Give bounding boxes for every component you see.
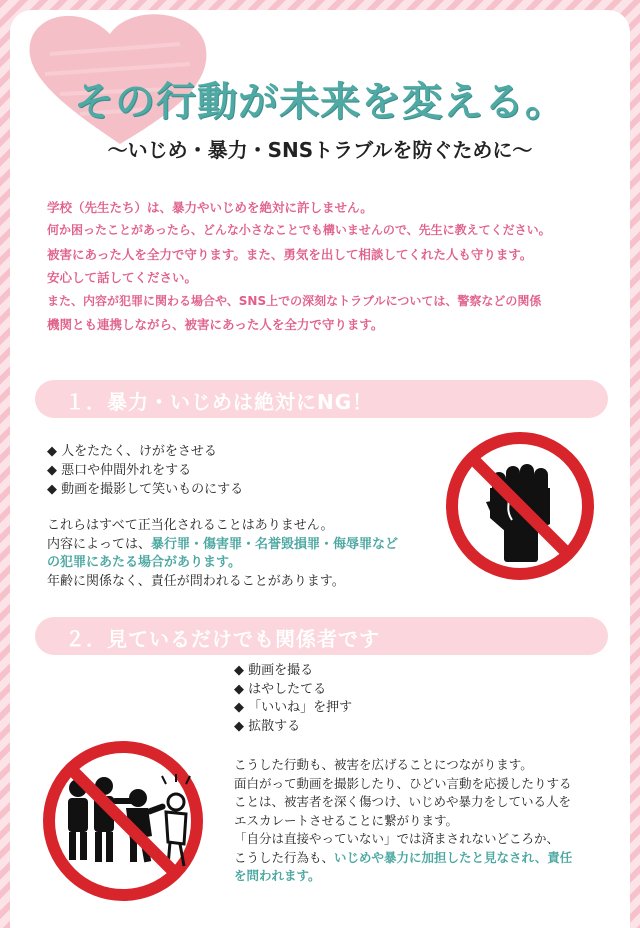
section1-heading: １．暴力・いじめは絶対にNG！: [65, 390, 374, 414]
list-item: ◆ 人をたたく、けがをさせる: [47, 444, 217, 459]
list-item: ◆ 動画を撮影して笑いものにする: [47, 482, 244, 497]
section2-last-highlight: いじめや暴力に加担したと見なされ、責任: [334, 849, 573, 865]
section2-list: [234, 662, 352, 736]
list-item: ◆ 「いいね」を押す: [234, 700, 353, 715]
section2-line: エスカレートさせることに繋がります。: [234, 812, 459, 828]
page-title: その行動が未来を変える。: [74, 79, 566, 125]
section1-p1: これらはすべて正当化されることはありません。: [47, 518, 334, 533]
no-bystanders-icon: [38, 736, 208, 906]
intro-line: 学校（先生たち）は、暴力やいじめを絶対に許しません。: [47, 200, 373, 215]
section2-last-prefix: こうした行為も、: [234, 849, 335, 865]
section1-list: [47, 442, 243, 499]
section2-final-highlight: を問われます。: [234, 868, 321, 883]
intro-line: 機関とも連携しながら、被害にあった人を全力で守ります。: [47, 317, 384, 333]
section1-p4: 年齢に関係なく、責任が問われることがあります。: [47, 573, 345, 589]
intro-line: 何か困ったことがあったら、どんな小さなことでも構いませんので、先生に教えてください。: [47, 223, 551, 238]
list-item: ◆ はやしたてる: [234, 681, 327, 697]
section2-heading: ２．見ているだけでも関係者です: [65, 627, 380, 651]
section1-heading-bar: [35, 380, 608, 418]
intro-line: 安心して話してください。: [47, 270, 198, 286]
section1-paragraph: [47, 517, 398, 591]
intro-line: 被害にあった人を全力で守ります。また、勇気を出して相談してくれた人も守ります。: [47, 246, 533, 262]
section1-p3-highlight: の犯罪にあたる場合があります。: [47, 555, 241, 570]
section2-line: 面白がって動画を撮影したり、ひどい言動を応援したりする: [234, 775, 572, 791]
list-item: ◆ 悪口や仲間外れをする: [47, 463, 192, 478]
list-item: ◆ 動画を撮る: [234, 663, 314, 678]
page-subtitle: 〜いじめ・暴力・SNSトラブルを防ぐために〜: [107, 138, 533, 162]
intro-text: [47, 196, 617, 336]
intro-line: また、内容が犯罪に関わる場合や、SNS上での深刻なトラブルについては、警察などの関係: [47, 293, 542, 308]
no-fist-icon: [442, 428, 598, 584]
section2-paragraph: [234, 756, 572, 886]
section1-p2-highlight: 暴行罪・傷害罪・名誉毀損罪・侮辱罪など: [151, 536, 399, 552]
section2-heading-bar: [35, 617, 608, 655]
section1-p2-prefix: 内容によっては、: [47, 536, 152, 552]
list-item: ◆ 拡散する: [234, 718, 301, 734]
section2-line: こうした行動も、被害を広げることにつながります。: [234, 757, 533, 772]
section2-line: ことは、被害者を深く傷つけ、いじめや暴力をしている人を: [234, 794, 572, 809]
section2-line: 「自分は直接やっていない」では済まされないどころか、: [234, 831, 560, 846]
